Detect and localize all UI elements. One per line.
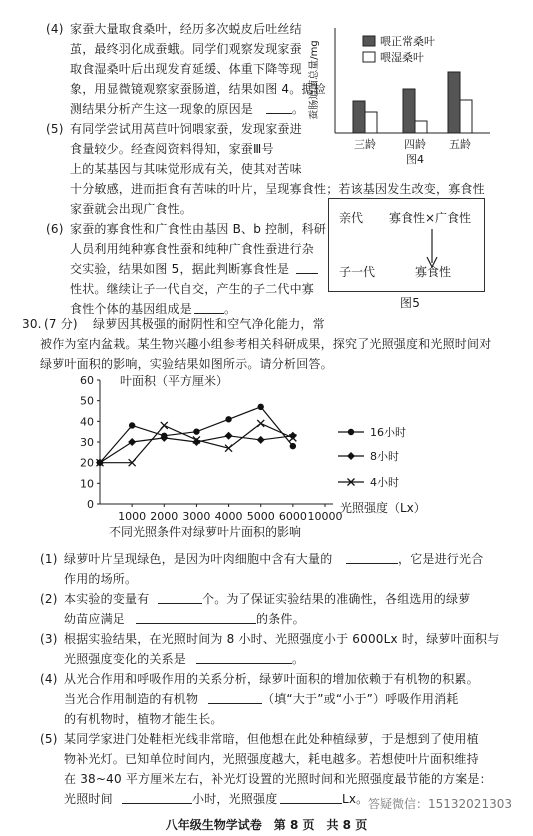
sub4-line-1: 从光合作用和呼吸作用的关系分析，绿萝叶面积的增加依赖于有机物的积累。	[64, 672, 479, 686]
chart-x-tick-label: 3000	[182, 510, 211, 523]
fig4-bar-4-wet	[415, 121, 427, 133]
q4-number: (4)	[46, 22, 64, 36]
fig5-parent-label: 亲代	[339, 211, 364, 225]
sub3-line-2b: 。	[292, 652, 305, 666]
fig5-parent-cross: 寡食性×广食性	[389, 211, 472, 225]
chart-y-tick-label: 50	[80, 394, 94, 408]
sub1-line-2: 作用的场所。	[64, 572, 138, 586]
sub5-blank-time[interactable]	[122, 792, 192, 804]
sub4-line-3: 的有机物时，植物才能生长。	[64, 712, 223, 726]
q30-number: 30.	[22, 317, 42, 331]
chart-point	[258, 404, 264, 410]
sub3-blank[interactable]	[196, 652, 292, 664]
fig4-legend-swatch-normal	[363, 36, 375, 46]
chart-point	[193, 428, 199, 434]
q6-line-4: 性状。继续让子一代自交，产生的子二代中寡	[70, 282, 315, 296]
chart-x-tick-label: 2000	[150, 510, 179, 523]
sub3-line-1: 根据实验结果，在光照时间为 8 小时、光照强度小于 6000Lx 时，绿萝叶面积与	[64, 632, 500, 646]
chart-x-tick-label: 10000	[307, 510, 343, 523]
sub4-line-2a: 当光合作用制造的有机物	[64, 692, 199, 706]
sub2-line-2b: 的条件。	[256, 612, 305, 626]
fig4-legend-swatch-wet	[363, 52, 375, 62]
page-footer: 八年级生物学试卷 第 8 页 共 8 页	[165, 818, 368, 832]
fig5-child-value: 寡食性	[415, 265, 452, 279]
q4-line-1: 家蚕大量取食桑叶，经历多次蜕皮后吐丝结	[70, 22, 302, 36]
chart-point	[290, 443, 296, 449]
sub5-blank-intensity[interactable]	[280, 792, 342, 804]
chart-y-tick-label: 60	[80, 374, 94, 387]
chart-point	[129, 422, 135, 428]
chart-x-tick-label: 1000	[118, 510, 147, 523]
q6-number: (6)	[46, 222, 64, 236]
q6-line-1: 家蚕的寡食性和广食性由基因 B、b 控制，科研	[70, 222, 327, 236]
sub2-blank-condition[interactable]	[136, 612, 256, 624]
sub5-line-4c: Lx。	[342, 792, 369, 806]
sub5-line-4a: 光照时间	[64, 792, 113, 806]
chart-x-tick-label: 5000	[246, 510, 275, 523]
fig5-caption: 图5	[400, 296, 421, 310]
sub4-blank[interactable]	[208, 692, 262, 704]
q4-line-2: 茧，最终羽化成蚕蛾。同学们观察发现家蚕	[70, 42, 302, 56]
fig4-legend-normal: 喂正常桑叶	[380, 35, 435, 48]
fig5-child-label: 子一代	[339, 265, 376, 279]
q30-line-2: 被作为室内盆栽。某生物兴趣小组参考相关科研成果，探究了光照强度和光照时间对	[40, 337, 492, 351]
sub5-line-1: 某同学家进门处鞋柜光线非常暗，但他想在此处种植绿萝，于是想到了使用植	[64, 732, 479, 746]
q5-number: (5)	[46, 122, 64, 136]
fig4-legend-wet: 喂湿桑叶	[380, 51, 424, 64]
chart-legend-label: 4小时	[370, 476, 399, 489]
q30-score: (7 分)	[44, 317, 78, 331]
sub2-blank-count[interactable]	[158, 592, 202, 604]
q4-line-4: 象，用显微镜观察家蚕肠道，结果如图 4。据检	[70, 82, 326, 96]
sub1-number: (1)	[40, 552, 58, 566]
sub4-line-2b: （填“大于”或“小于”）呼吸作用消耗	[262, 692, 459, 706]
q5-line-5: 家蚕就会出现广食性。	[70, 202, 193, 216]
sub2-line-1b: 个。为了保证实验结果的准确性，各组选用的绿萝	[202, 592, 471, 606]
chart-point	[225, 416, 231, 422]
sub1-line-1b: ，它是进行光合	[398, 552, 484, 566]
chart-x-tick-label: 4000	[214, 510, 243, 523]
chart-ylabel: 叶面积（平方厘米）	[120, 374, 229, 388]
chart-y-tick-label: 40	[80, 415, 94, 429]
sub2-number: (2)	[40, 592, 58, 606]
fig4-ylabel: 蚕肠道菌总量/mg	[309, 40, 320, 120]
chart-point	[225, 445, 232, 452]
chart-title: 不同光照条件对绿萝叶片面积的影响	[108, 525, 302, 539]
sub5-line-2: 物补光灯。已知单位时间内，光照强度越大，耗电越多。若想使叶片面积维持	[64, 752, 479, 766]
q6-line-3: 交实验，结果如图 5，据此判断寡食性是	[70, 262, 290, 276]
figure-4-bar-chart	[305, 18, 495, 168]
q6-genotype-blank[interactable]	[194, 302, 224, 314]
fig4-bar-5-wet	[460, 100, 472, 133]
q5-line-2: 食量较少。经查阅资料得知，家蚕Ⅲ号	[70, 142, 274, 156]
q4-line-5: 测结果分析产生这一现象的原因是	[70, 102, 254, 116]
fig5-arrow-icon	[425, 229, 439, 269]
chart-y-tick-label: 0	[87, 498, 94, 511]
chart-point	[128, 438, 136, 446]
sub4-number: (4)	[40, 672, 58, 686]
chart-point	[225, 432, 233, 440]
q5-line-3: 上的某基因与其味觉形成有关，使其对苦味	[70, 162, 302, 176]
sub5-number: (5)	[40, 732, 58, 746]
chart-y-tick-label: 10	[80, 477, 94, 491]
q6-end: 。	[224, 302, 237, 316]
q5-line-1: 有同学尝试用莴苣叶饲喂家蚕，发现家蚕进	[70, 122, 302, 136]
chart-legend-label: 8小时	[370, 450, 399, 463]
sub5-line-4b: 小时，光照强度	[192, 792, 278, 806]
chart-y-tick-label: 30	[80, 436, 94, 449]
fig4-bar-3-wet	[365, 112, 377, 133]
sub3-line-2a: 光照强度变化的关系是	[64, 652, 187, 666]
q4-line-3: 取食湿桑叶后出现发育延缓、体重下降等现	[70, 62, 302, 76]
q4-end: 。	[292, 102, 305, 116]
chart-point	[161, 422, 168, 429]
figure-5-cross-diagram	[328, 198, 485, 292]
q30-line-3: 绿萝叶面积的影响，实验结果如图所示。请分析回答。	[40, 357, 333, 371]
q5-line-4: 十分敏感，进而拒食有苦味的叶片，呈现寡食性；若该基因发生改变，寡食性	[70, 182, 485, 196]
chart-legend-marker	[348, 429, 354, 435]
q6-line-2: 人员利用纯种寡食性蚕和纯种广食性蚕进行杂	[70, 242, 315, 256]
fig4-cat-1: 三龄	[354, 138, 376, 151]
fig4-bar-4-normal	[403, 89, 415, 133]
chart-x-tick-label: 6000	[278, 510, 307, 523]
q30-line-1: 绿萝因其极强的耐阴性和空气净化能力，常	[93, 317, 325, 331]
leaf-area-line-chart	[60, 370, 480, 542]
sub2-line-1a: 本实验的变量有	[64, 592, 150, 606]
chart-point	[257, 436, 265, 444]
fig4-cat-3: 五龄	[449, 138, 471, 151]
chart-legend-label: 16小时	[370, 426, 406, 439]
chart-point	[257, 420, 264, 427]
sub2-line-2a: 幼苗应满足	[64, 612, 126, 626]
fig4-bar-5-normal	[448, 72, 460, 133]
chart-legend-marker	[347, 452, 355, 460]
q6-line-5: 食性个体的基因组成是	[70, 302, 193, 316]
chart-xlabel: 光照强度（Lx）	[340, 501, 426, 515]
sub5-line-3: 在 38~40 平方厘米左右，补光灯设置的光照时间和光照强度最节能的方案是：	[64, 772, 492, 786]
sub1-line-1a: 绿萝叶片呈现绿色，是因为叶肉细胞中含有大量的	[64, 552, 333, 566]
sub1-blank[interactable]	[346, 552, 398, 564]
fig4-caption: 图4	[406, 153, 424, 166]
sub3-number: (3)	[40, 632, 58, 646]
chart-y-tick-label: 20	[80, 456, 94, 470]
q4-answer-blank[interactable]	[266, 102, 292, 114]
q6-trait-blank[interactable]	[296, 262, 318, 274]
fig4-cat-2: 四龄	[404, 138, 426, 151]
watermark-text: 答疑微信：15132021303	[368, 797, 512, 811]
fig4-bar-3-normal	[353, 101, 365, 133]
